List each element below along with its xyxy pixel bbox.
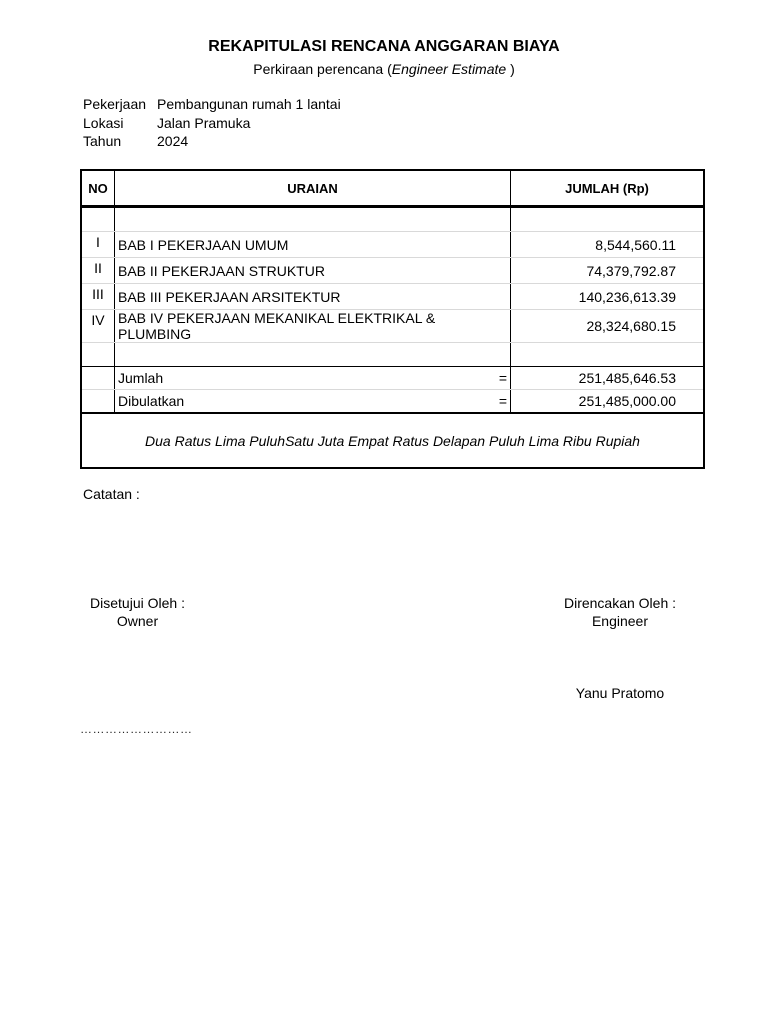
- jumlah-row: [81, 367, 704, 390]
- row-no: I: [81, 232, 115, 258]
- equals-sign: =: [498, 370, 507, 386]
- subtitle-prefix: Perkiraan perencana (: [253, 61, 392, 77]
- header-no: NO: [81, 170, 115, 207]
- header-uraian: URAIAN: [115, 170, 511, 207]
- terbilang-text: Dua Ratus Lima PuluhSatu Juta Empat Ratus Delapan Puluh Lima Ribu Rupiah: [81, 413, 704, 468]
- row-jumlah: 74,379,792.87: [511, 258, 705, 284]
- info-value: 2024: [157, 133, 189, 149]
- signature-left-role: Owner: [116, 613, 159, 629]
- info-key: Lokasi: [83, 115, 124, 131]
- info-key: Pekerjaan: [83, 96, 147, 112]
- jumlah-label: Jumlah: [118, 370, 164, 386]
- row-uraian: BAB III PEKERJAAN ARSITEKTUR: [115, 284, 511, 310]
- catatan-label: Catatan :: [83, 486, 140, 502]
- subtitle-italic: Engineer Estimate: [391, 61, 507, 77]
- signature-right-name: Yanu Pratomo: [575, 685, 665, 701]
- table-header-row: [81, 170, 704, 207]
- jumlah-label-cell: [115, 367, 511, 390]
- signature-right: [555, 595, 685, 629]
- table-row: [81, 310, 704, 343]
- info-value: Pembangunan rumah 1 lantai: [157, 96, 341, 112]
- row-jumlah: 8,544,560.11: [511, 232, 705, 258]
- row-uraian: BAB II PEKERJAAN STRUKTUR: [115, 258, 511, 284]
- row-uraian: BAB IV PEKERJAAN MEKANIKAL ELEKTRIKAL & PLUMBING: [115, 310, 511, 343]
- table-row: [81, 258, 704, 284]
- signature-right-label: Direncakan Oleh :: [563, 595, 677, 611]
- row-no: III: [81, 284, 115, 310]
- signature-right-role: Engineer: [591, 613, 649, 629]
- info-value: Jalan Pramuka: [157, 115, 251, 131]
- dibulatkan-value: 251,485,000.00: [511, 390, 705, 414]
- jumlah-value: 251,485,646.53: [511, 367, 705, 390]
- equals-sign: =: [498, 393, 507, 409]
- row-jumlah: 140,236,613.39: [511, 284, 705, 310]
- table-row-empty: [81, 207, 704, 232]
- signature-left: [80, 595, 195, 629]
- row-uraian: BAB I PEKERJAAN UMUM: [115, 232, 511, 258]
- document-subtitle: [0, 61, 768, 77]
- document-title: REKAPITULASI RENCANA ANGGARAN BIAYA: [208, 38, 560, 55]
- dibulatkan-label-cell: [115, 390, 511, 414]
- budget-table: [80, 169, 705, 469]
- table-row: [81, 232, 704, 258]
- signature-left-label: Disetujui Oleh :: [90, 595, 185, 611]
- header-jumlah: JUMLAH (Rp): [511, 170, 705, 207]
- dibulatkan-row: [81, 390, 704, 414]
- terbilang-row: [81, 413, 704, 468]
- table-row-empty: [81, 343, 704, 367]
- dibulatkan-label: Dibulatkan: [118, 393, 185, 409]
- row-no: IV: [81, 310, 115, 343]
- table-row: [81, 284, 704, 310]
- row-jumlah: 28,324,680.15: [511, 310, 705, 343]
- subtitle-suffix: ): [506, 61, 515, 77]
- info-key: Tahun: [83, 133, 122, 149]
- signature-dots: ………………………: [80, 722, 193, 736]
- row-no: II: [81, 258, 115, 284]
